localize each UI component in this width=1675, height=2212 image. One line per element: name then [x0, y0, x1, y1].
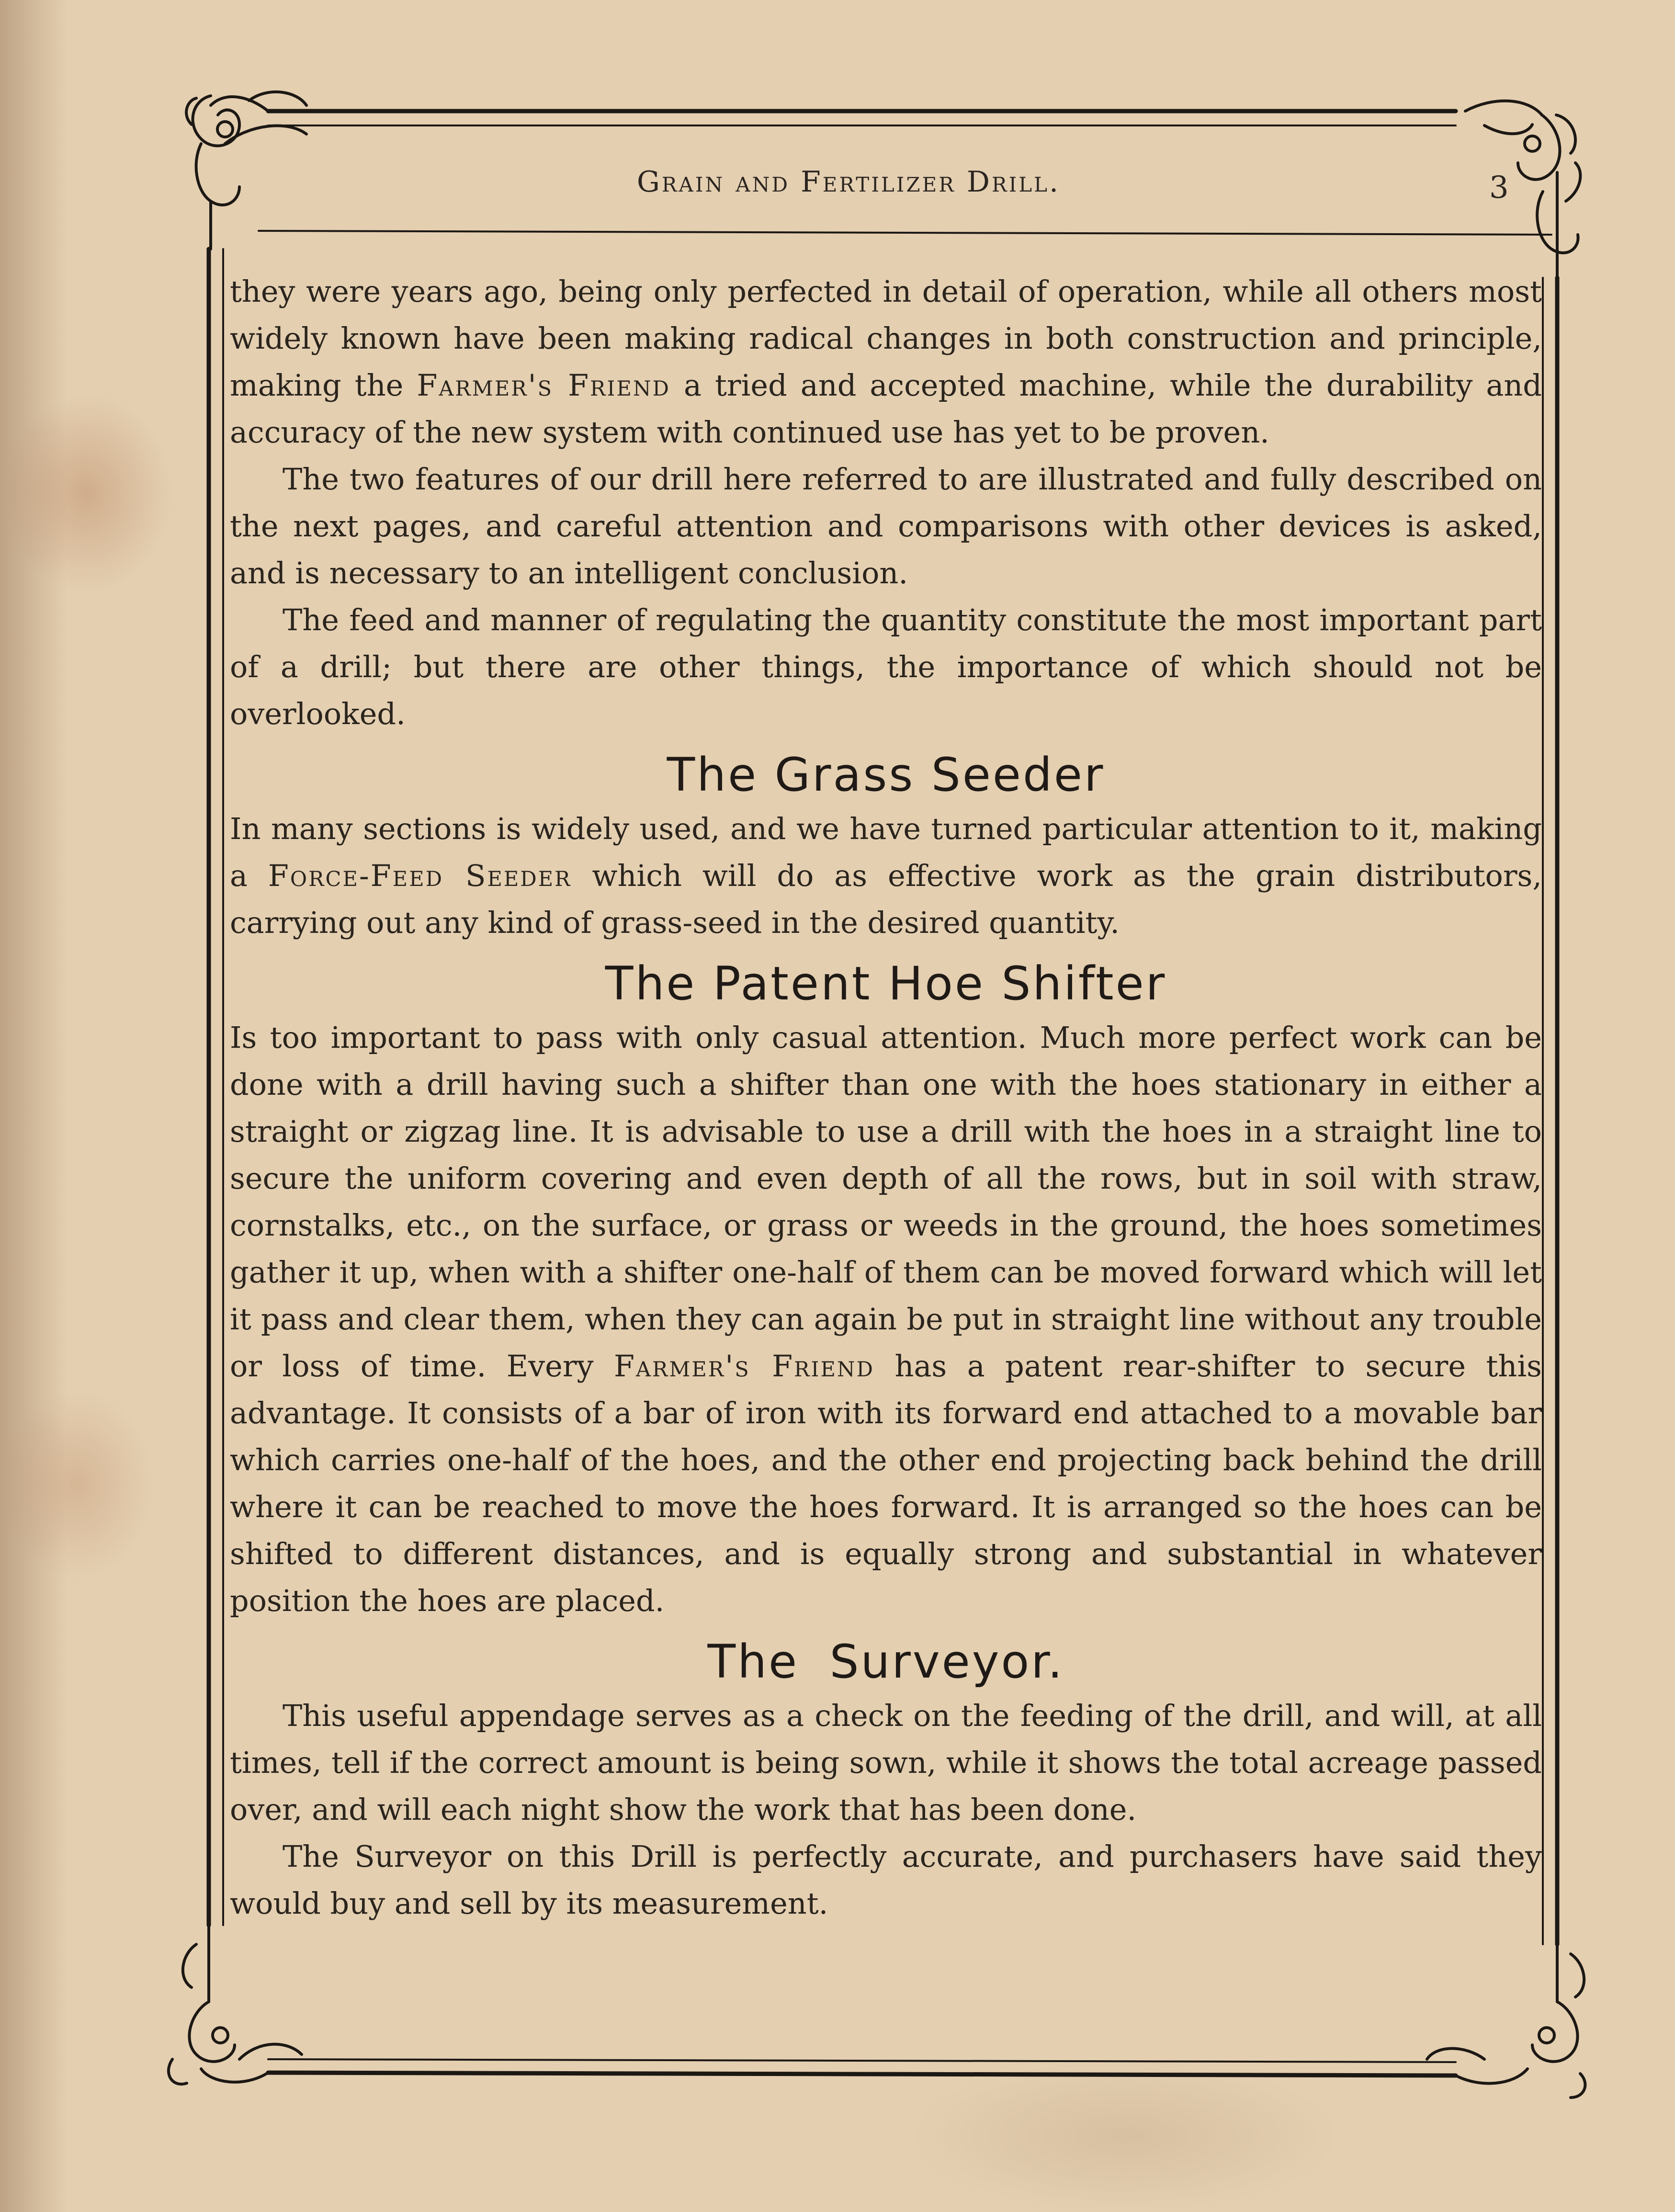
surveyor-paragraph: The Surveyor on this Drill is perfectly accurate, and purchasers have said they would buy and sell by its measurement. — [230, 1839, 1542, 1921]
grass-seeder-paragraph: In many sections is widely used, and we have turned particular attention to it, making a Force-Feed Seeder which will do as effective work as the grain distributors, carrying out any kind of grass-seed in the desired quantity. — [230, 811, 1542, 940]
section-heading-hoe-shifter: The Patent Hoe Shifter — [605, 957, 1167, 1010]
page-body — [230, 268, 1542, 1927]
corner-ornament-top-right — [1465, 101, 1580, 278]
page-number: 3 — [1489, 170, 1509, 205]
intro-paragraph: The feed and manner of regulating the quantity constitute the most important part of a drill; but there are other things, the importance of which should not be overlooked. — [230, 602, 1542, 731]
intro-paragraph: The two features of our drill here referred to are illustrated and fully described on the next pages, and careful attention and comparisons with other devices is asked, and is necessary to an intelligent conclusion. — [230, 462, 1542, 590]
product-name: Farmer's Friend — [613, 1349, 875, 1384]
section-heading-grass-seeder: The Grass Seeder — [667, 748, 1105, 802]
product-name: Force-Feed Seeder — [268, 858, 572, 893]
corner-ornament-bottom-left — [169, 1925, 302, 2084]
hoe-shifter-paragraph: Is too important to pass with only casual attention. Much more perfect work can be done with a drill having such a shifter than one with the hoes stationary in either a straight or zigzag line. It is advisable to use a drill with the hoes in a straight line to secure the uniform covering and even depth of all the rows, but in soil with straw, cornstalks, etc., on the surface, or grass or weeds in the ground, the hoes sometimes gather it up, when with a shifter one-half of them can be moved forward which will let it pass and clear them, when they can again be put in straight line without any trouble or loss of time. Every Farmer's Friend has a patent rear-shifter to secure this advantage. It consists of a bar of iron with its forward end attached to a movable bar which carries one-half of the hoes, and the other end projecting back behind the drill where it can be reached to move the hoes forward. It is arranged so the hoes can be shifted to different distances, and is equally strong and substantial in whatever position the hoes are placed. — [230, 1020, 1542, 1618]
corner-ornament-top-left — [186, 92, 306, 249]
intro-paragraph: they were years ago, being only perfected in detail of operation, while all others most widely known have been making radical changes in both construction and principle, making the Farmer's Friend a tried and accepted machine, while the durability and accuracy of the new system with continued use has yet to be proven. — [230, 274, 1542, 450]
product-name: Farmer's Friend — [417, 368, 670, 403]
section-heading-surveyor: The Surveyor. — [707, 1635, 1064, 1689]
running-head-title: Grain and Fertilizer Drill. — [637, 165, 1061, 199]
surveyor-paragraph: This useful appendage serves as a check on the feeding of the drill, and will, at all times, tell if the correct amount is being sown, while it shows the total acreage passed over, and will each night show the work that has been done. — [230, 1698, 1542, 1827]
